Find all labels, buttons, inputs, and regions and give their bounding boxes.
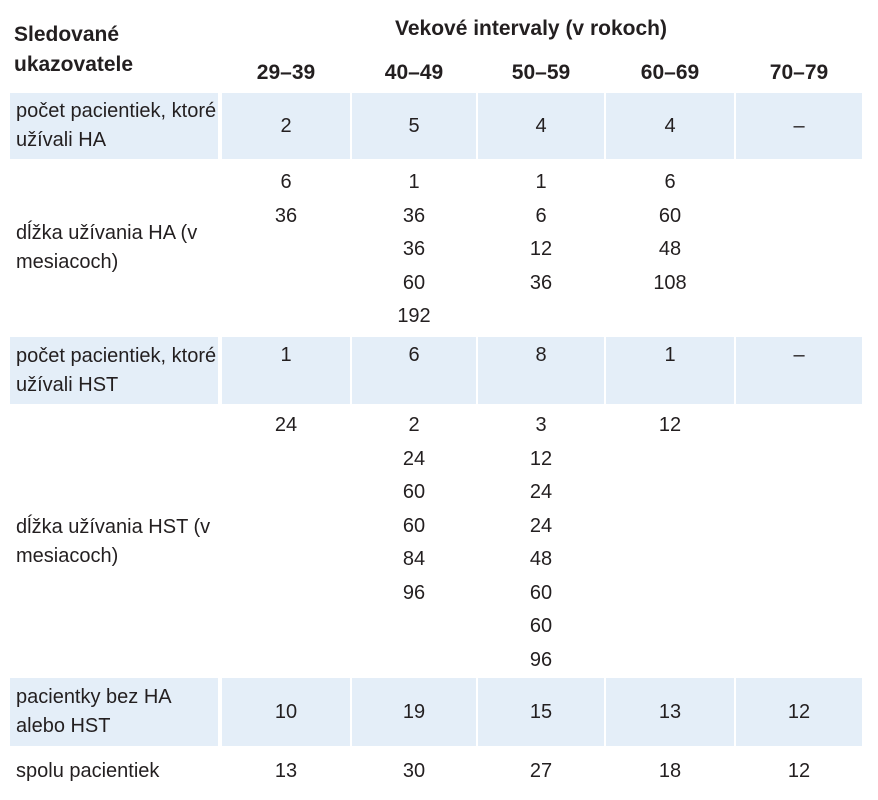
table-cell: 12 [736,678,862,746]
table-cell: 24 [529,514,553,537]
row-label: pacientky bez HA alebo HST [10,678,218,746]
table-cell: 1 [408,171,420,193]
table-cell: 12 [787,759,811,782]
row-label: dĺžka užívania HST (v mesiacoch) [16,516,211,567]
table-cell: 84 [402,548,426,570]
table-cell: 192 [397,305,431,327]
table-cell: 6 [535,204,547,227]
table-cell: 4 [606,93,734,159]
table-cell: 12 [658,414,682,436]
table-cell: 6 [352,337,476,404]
table-cell: 13 [606,678,734,746]
age-group-header: 60–69 [640,61,700,84]
row-label: dĺžka užívania HA (v mesiacoch) [16,222,198,273]
table-cell: – [736,93,862,159]
value-list [222,166,350,233]
table-cell: 2 [408,414,420,436]
table-cell: 12 [529,447,553,470]
table-cell: 1 [535,171,547,193]
table-cell: 19 [352,678,476,746]
table-cell: 12 [529,238,553,260]
table-cell: 3 [535,414,547,436]
table-row-total [0,752,878,790]
table-cell: 1 [606,337,734,404]
value-list [606,166,734,300]
table-cell: 4 [478,93,604,159]
table-cell: 60 [402,271,426,294]
table-row-none [0,678,878,746]
table-row-ha-count [0,93,878,159]
table-cell: 36 [529,271,553,294]
table-cell: 108 [653,271,687,294]
indicator-column-header: Sledované ukazovatele [14,23,134,76]
table-cell: 36 [402,204,426,227]
table-cell: 96 [529,648,553,671]
table-cell: 1 [222,337,350,404]
value-list [352,409,476,610]
table-cell: 36 [402,238,426,260]
table-cell: – [736,337,862,404]
table-cell: 48 [529,548,553,570]
table-cell: 24 [274,414,298,436]
age-group-header: 70–79 [769,61,829,84]
table-cell: 27 [529,759,553,782]
value-list [606,409,734,443]
table-cell: 60 [529,581,553,604]
table-cell: 30 [402,759,426,782]
table-cell: 60 [402,514,426,537]
table-cell: 18 [658,759,682,782]
table-cell: 13 [274,759,298,782]
table-cell: 2 [222,93,350,159]
table-cell: 96 [402,581,426,604]
table-cell: 60 [529,615,553,637]
table-cell: 8 [478,337,604,404]
value-list [222,409,350,443]
table-cell: 24 [529,481,553,503]
age-group-header: 40–49 [384,61,444,84]
table-cell: 60 [658,204,682,227]
table-row-hst-duration [0,408,878,676]
table-cell: 6 [280,171,292,193]
table-cell: 48 [658,238,682,260]
row-label: počet pacientiek, ktoré užívali HA [10,93,218,159]
table-cell: 60 [402,481,426,503]
table-cell: 5 [352,93,476,159]
row-label: spolu pacientiek [16,759,160,782]
age-group-header: 29–39 [256,61,316,84]
value-list [478,409,604,677]
table-row-hst-count [0,337,878,404]
table-row-ha-duration [0,163,878,333]
row-label: počet pacientiek, ktoré užívali HST [10,337,218,404]
age-group-header: 50–59 [511,61,571,84]
table-cell: 15 [478,678,604,746]
table-cell: 36 [274,204,298,227]
age-intervals-header: Vekové intervaly (v rokoch) [395,17,667,40]
value-list [352,166,476,334]
table-cell: 24 [402,447,426,470]
value-list [478,166,604,300]
table-cell: 6 [664,171,676,193]
table-cell: 10 [222,678,350,746]
